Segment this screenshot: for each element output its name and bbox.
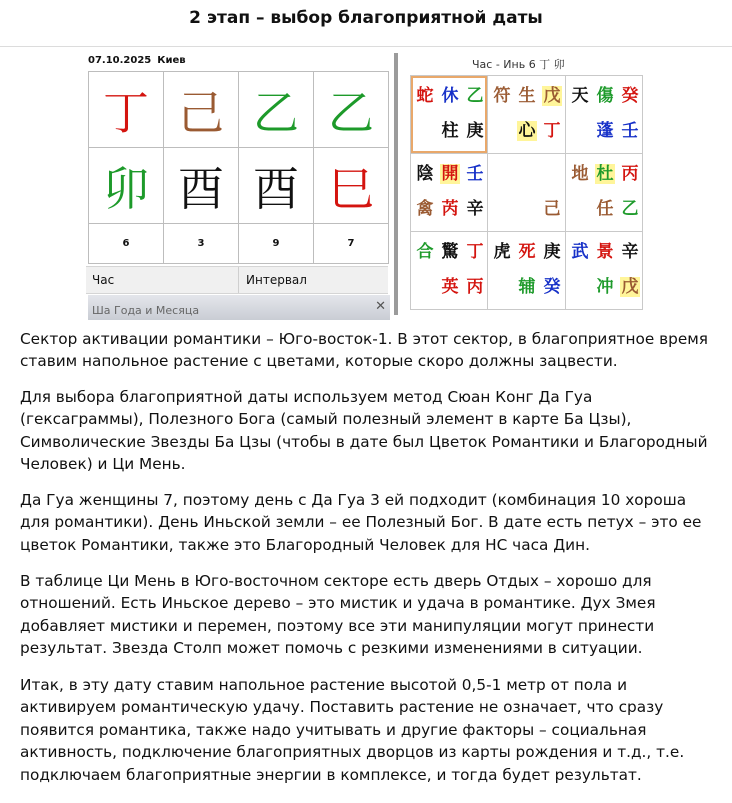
column-separator xyxy=(238,267,239,293)
pillar-number: 9 xyxy=(239,224,314,264)
close-icon[interactable]: ✕ xyxy=(375,299,386,314)
bazi-date: 07.10.2025 xyxy=(88,55,152,66)
qimen-glyph: 合 xyxy=(416,242,434,262)
qimen-glyph: 丁 xyxy=(543,121,561,141)
paragraph: Да Гуа женщины 7, поэтому день с Да Гуа 3 ей подходит (комбинация 10 хороша для романтики). День Иньской земли – ее Полезный Бог. В дате есть петух – это ее цветок Романтики, также это Благородный Человек для НС часа Дин. xyxy=(20,491,702,554)
qimen-glyph: 景 xyxy=(596,242,614,262)
qimen-glyph: 蓬 xyxy=(596,121,614,141)
qimen-glyph: 癸 xyxy=(621,86,639,106)
qimen-header: Час - Инь 6 丁 卯 xyxy=(472,58,565,71)
branch-cell: 酉 xyxy=(239,148,314,224)
bazi-table-header xyxy=(86,266,388,294)
branch-cell: 酉 xyxy=(164,148,239,224)
qimen-glyph: 壬 xyxy=(621,121,639,141)
bazi-city: Киев xyxy=(157,55,186,66)
qimen-glyph: 開 xyxy=(441,164,459,184)
qimen-glyph: 陰 xyxy=(416,164,434,184)
qimen-glyph: 乙 xyxy=(466,86,484,106)
qimen-glyph: 驚 xyxy=(441,242,459,262)
qimen-glyph: 癸 xyxy=(543,277,561,297)
bazi-chart-image xyxy=(86,53,392,320)
qimen-glyph: 杜 xyxy=(596,164,614,184)
qimen-glyph: 武 xyxy=(571,242,589,262)
stems-row xyxy=(89,72,389,148)
qimen-chart-image xyxy=(408,53,644,313)
qimen-glyph: 心 xyxy=(518,121,536,141)
qimen-glyph: 己 xyxy=(543,199,561,219)
qimen-glyph: 任 xyxy=(596,199,614,219)
qimen-glyph: 冲 xyxy=(596,277,614,297)
paragraph: В таблице Ци Мень в Юго-восточном секторе есть дверь Отдых – хорошо для отношений. Есть Иньское дерево – это мистик и удача в романтике. Дух Змея добавляет мистики и перемен, поэтому все эти манипуляции могут принести результат. Звезда Столп может помочь с резкими изменениями в ситуации. xyxy=(20,572,656,658)
branch-cell: 卯 xyxy=(89,148,164,224)
pillar-number: 6 xyxy=(89,224,164,264)
paragraph: Для выбора благоприятной даты используем метод Сюан Конг Да Гуа (гексаграммы), Полезного Бога (самый полезный элемент в карте Ба Цзы), Символические Звезды Ба Цзы (чтобы в дате был Цветок Романтики и Благородный Человек) и Ци Мень. xyxy=(20,388,708,474)
qimen-palace xyxy=(566,76,643,154)
qimen-glyph: 辛 xyxy=(466,199,484,219)
qimen-palace xyxy=(488,232,566,310)
stem-cell: 乙 xyxy=(314,72,389,148)
paragraph: Итак, в эту дату ставим напольное растение высотой 0,5-1 метр от пола и активируем романтическую удачу. Поставить растение не означает, что сразу появится романтика, также надо учитывать и другие факторы – социальная активность, подключение благоприятных дворцов из карты рождения и т.д., т.е. подключаем благоприятные энергии в комплексе, и тогда будет результат. xyxy=(20,676,685,784)
qimen-palace xyxy=(411,232,488,310)
qimen-palace xyxy=(488,76,566,154)
qimen-glyph: 戊 xyxy=(543,86,561,106)
bazi-header xyxy=(88,55,186,66)
qimen-glyph: 柱 xyxy=(441,121,459,141)
numbers-row xyxy=(89,224,389,264)
qimen-glyph: 壬 xyxy=(466,164,484,184)
qimen-glyph: 虎 xyxy=(493,242,511,262)
qimen-glyph: 英 xyxy=(441,277,459,297)
subpanel-titlebar xyxy=(88,295,390,320)
qimen-glyph: 乙 xyxy=(621,199,639,219)
qimen-glyph: 丙 xyxy=(621,164,639,184)
bazi-pillars xyxy=(88,71,389,264)
qimen-glyph: 蛇 xyxy=(416,86,434,106)
subpanel-title: Ша Года и Месяца xyxy=(92,304,200,317)
qimen-palace xyxy=(566,154,643,232)
qimen-palace xyxy=(488,154,566,232)
paragraph: Сектор активации романтики – Юго-восток-1. В этот сектор, в благоприятное время ставим напольное растение с цветами, которые скоро должны зацвести. xyxy=(20,330,708,371)
pillar-number: 3 xyxy=(164,224,239,264)
qimen-palace xyxy=(566,232,643,310)
pillar-number: 7 xyxy=(314,224,389,264)
qimen-glyph: 戊 xyxy=(621,277,639,297)
page-title: 2 этап – выбор благоприятной даты xyxy=(189,8,543,28)
column-hour[interactable]: Час xyxy=(92,273,115,287)
qimen-glyph: 丙 xyxy=(466,277,484,297)
qimen-glyph: 休 xyxy=(441,86,459,106)
qimen-glyph: 生 xyxy=(518,86,536,106)
qimen-palace xyxy=(411,76,488,154)
qimen-glyph: 庚 xyxy=(543,242,561,262)
branches-row xyxy=(89,148,389,224)
qimen-glyph: 地 xyxy=(571,164,589,184)
qimen-glyph: 辅 xyxy=(518,277,536,297)
stem-cell: 丁 xyxy=(89,72,164,148)
qimen-glyph: 辛 xyxy=(621,242,639,262)
branch-cell: 巳 xyxy=(314,148,389,224)
stem-cell: 乙 xyxy=(239,72,314,148)
qimen-glyph: 庚 xyxy=(466,121,484,141)
qimen-glyph: 天 xyxy=(571,86,589,106)
qimen-palace xyxy=(411,154,488,232)
qimen-glyph: 傷 xyxy=(596,86,614,106)
stem-cell: 己 xyxy=(164,72,239,148)
qimen-grid xyxy=(410,75,643,310)
column-interval[interactable]: Интервал xyxy=(246,273,307,287)
title-divider xyxy=(0,46,732,47)
qimen-glyph: 芮 xyxy=(441,199,459,219)
qimen-glyph: 禽 xyxy=(416,199,434,219)
qimen-glyph: 死 xyxy=(518,242,536,262)
qimen-glyph: 丁 xyxy=(466,242,484,262)
panel-splitter xyxy=(394,53,398,315)
qimen-glyph: 符 xyxy=(493,86,511,106)
